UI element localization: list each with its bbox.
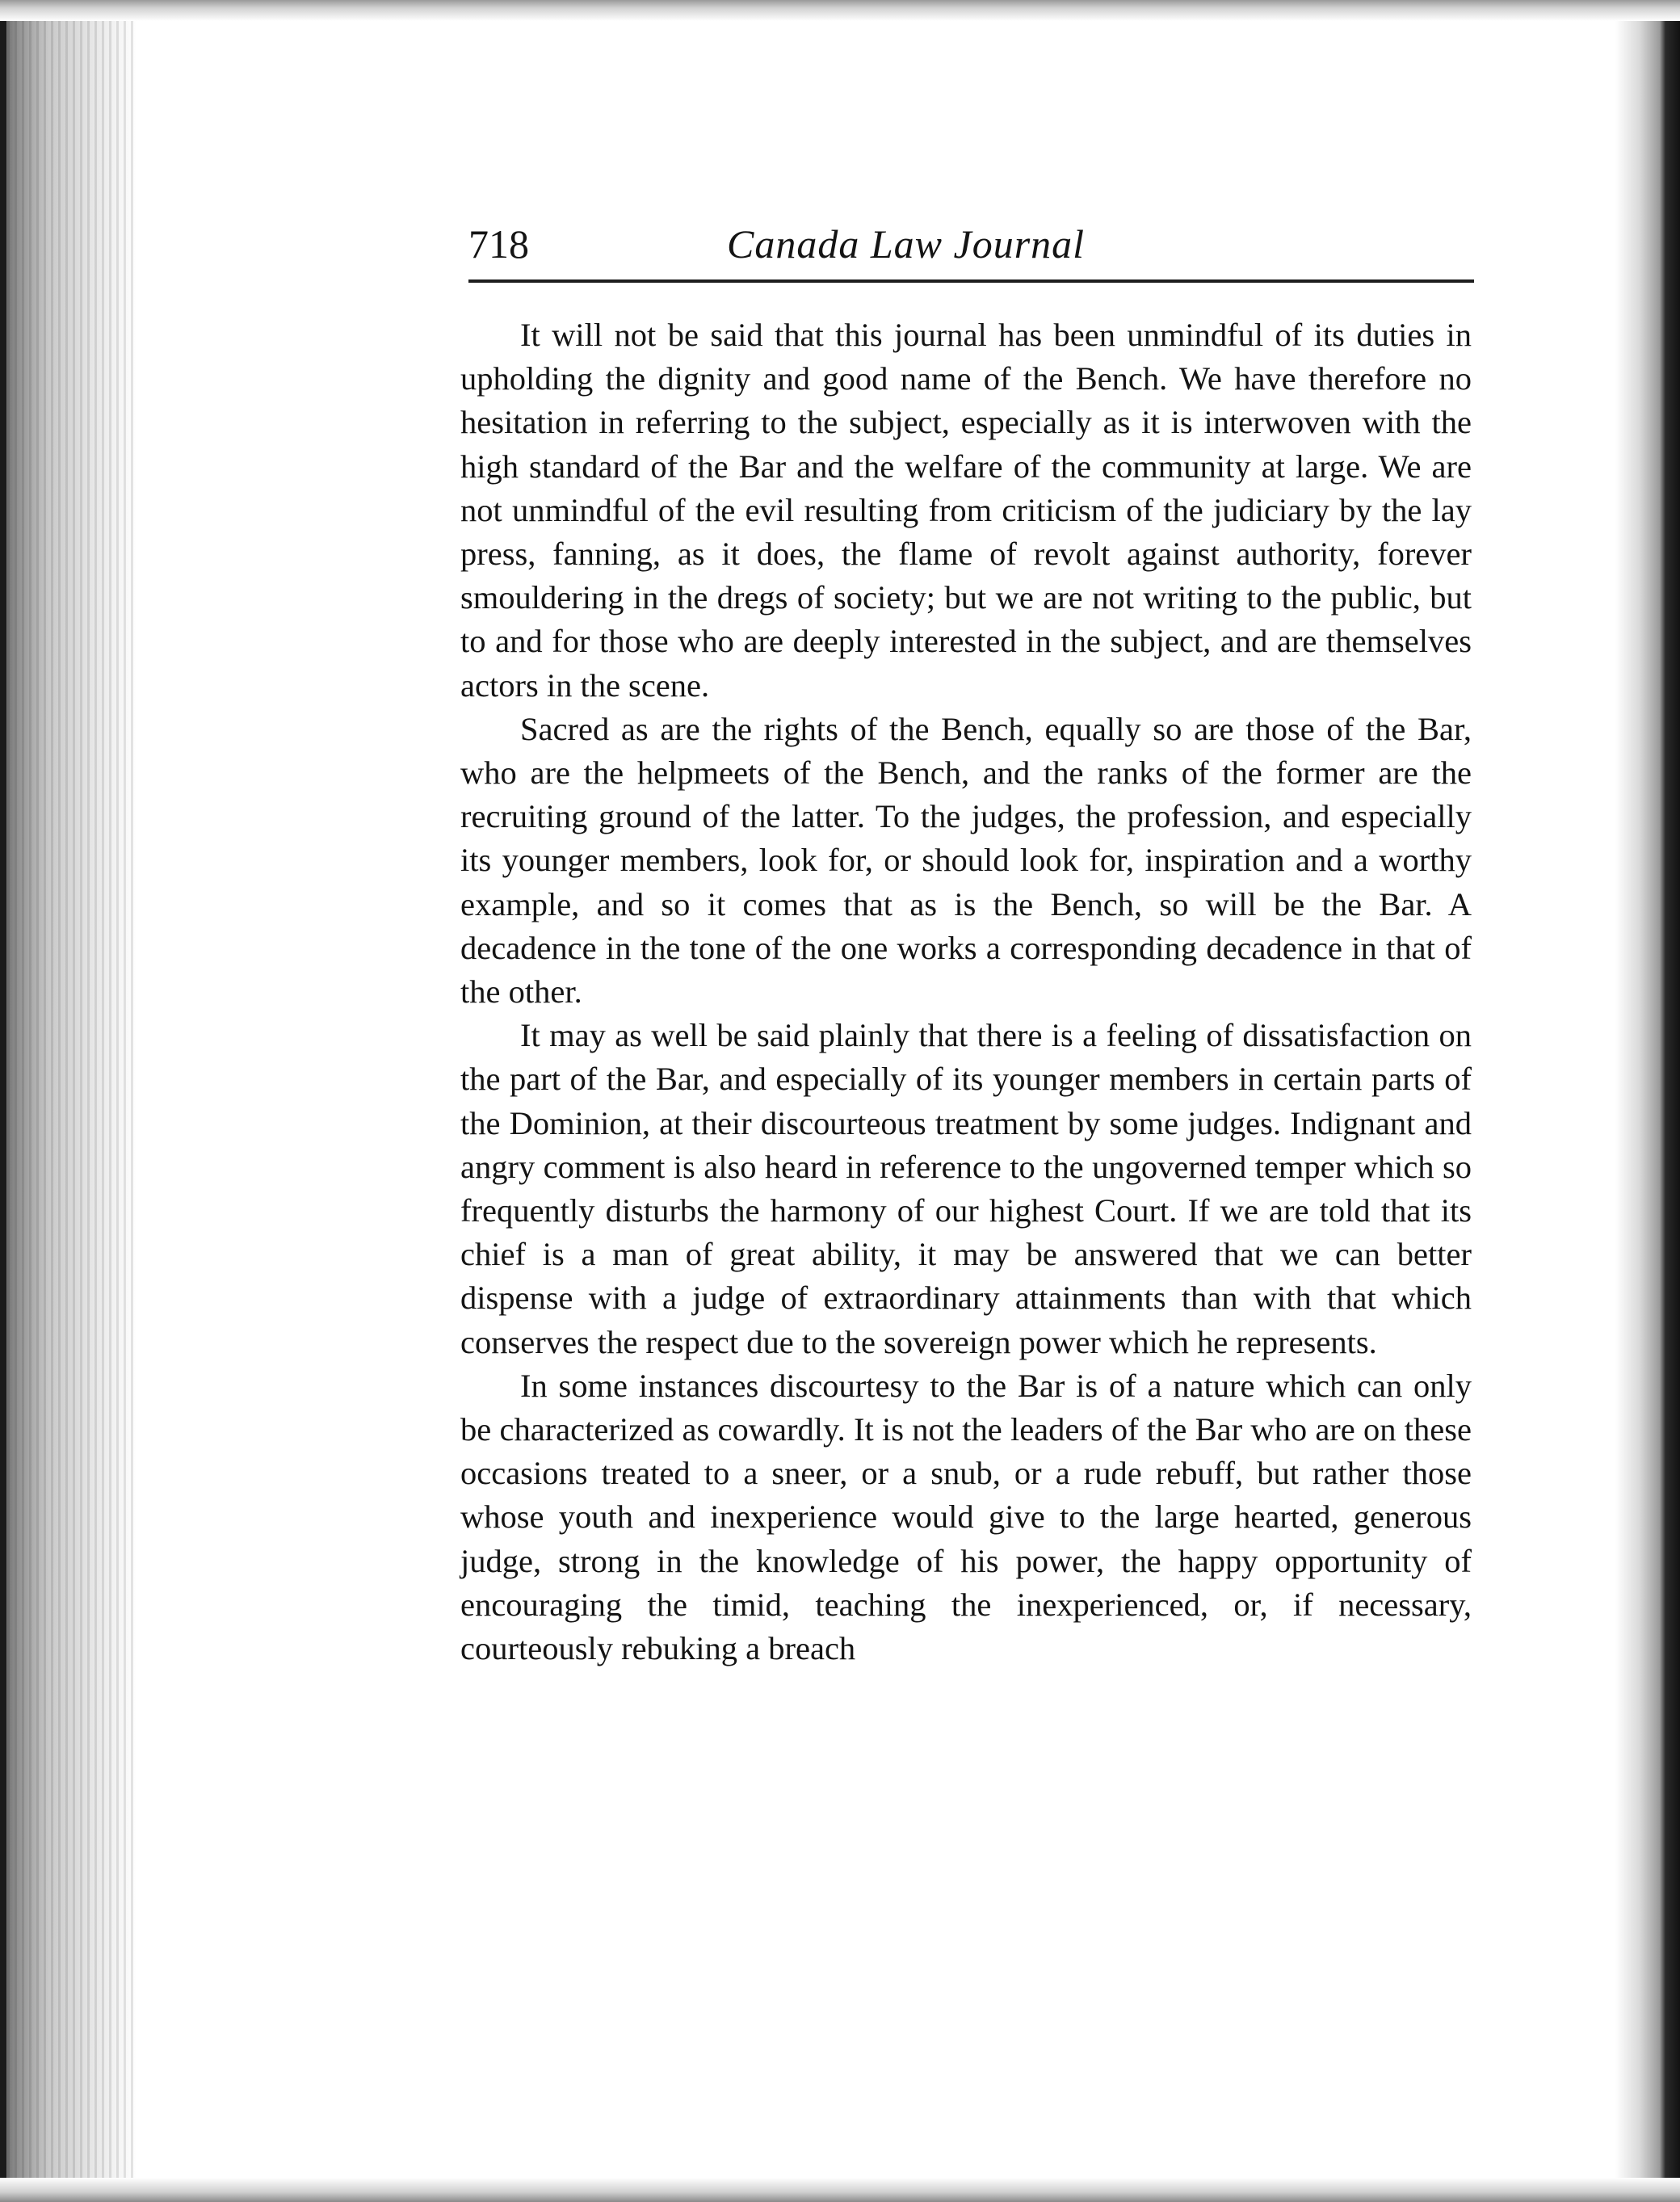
scan-bottom-margin xyxy=(0,2178,1680,2202)
paragraph-4: In some instances discourtesy to the Bar is of a nature which can only be characterized as cowardly. It is not the leaders of the Bar who are on these occasions treated to a sneer, or a snub, or a rude rebuff, but rather those whose youth and inexperience would give to the large hearted, generous judge, strong in the knowledge of his power, the happy opportunity of encouraging the timid, teaching the inexperienced, or, if necessary, courteously rebuking a breach xyxy=(460,1367,1472,1667)
book-spine-shadow xyxy=(0,0,6,2202)
paragraph-1: It will not be said that this journal has been unmindful of its duties in upholding the dignity and good name of the Bench. We have therefore no hesitation in referring to the subject, especially as it is interwoven with the high standard of the Bar and the welfare of the community at large. We are not unmindful of the evil resulting from criticism of the judiciary by the lay press, fanning, as it does, the flame of revolt against authority, forever smouldering in the dregs of society; but we are not writing to the public, but to and for those who are deeply interested in the subject, and are themselves actors in the scene. xyxy=(460,317,1472,704)
article-body xyxy=(460,313,1472,1670)
scan-right-margin xyxy=(1615,0,1680,2202)
scan-left-margin xyxy=(0,0,137,2202)
running-head xyxy=(468,220,1474,284)
page-number: 718 xyxy=(468,221,529,267)
journal-title: Canada Law Journal xyxy=(727,221,1086,267)
paragraph-2: Sacred as are the rights of the Bench, equally so are those of the Bar, who are the helpmeets of the Bench, and the ranks of the former are the recruiting ground of the latter. To the judges, the profession, and especially its younger members, look for, or should look for, inspiration and a worthy example, and so it comes that as is the Bench, so will be the Bar. A decadence in the tone of the one works a corresponding decadence in that of the other. xyxy=(460,710,1472,1011)
paragraph-3: It may as well be said plainly that there is a feeling of dissatisfaction on the part of the Bar, and especially of its younger members in certain parts of the Dominion, at their discourteous treatment by some judges. Indignant and angry comment is also heard in reference to the ungoverned temper which so frequently disturbs the harmony of our highest Court. If we are told that its chief is a man of great ability, it may be answered that we can better dispense with a judge of extraordinary attainments than with that which conserves the respect due to the sovereign power which he represents. xyxy=(460,1017,1472,1360)
scan-top-margin xyxy=(0,0,1680,21)
header-rule xyxy=(468,279,1474,283)
